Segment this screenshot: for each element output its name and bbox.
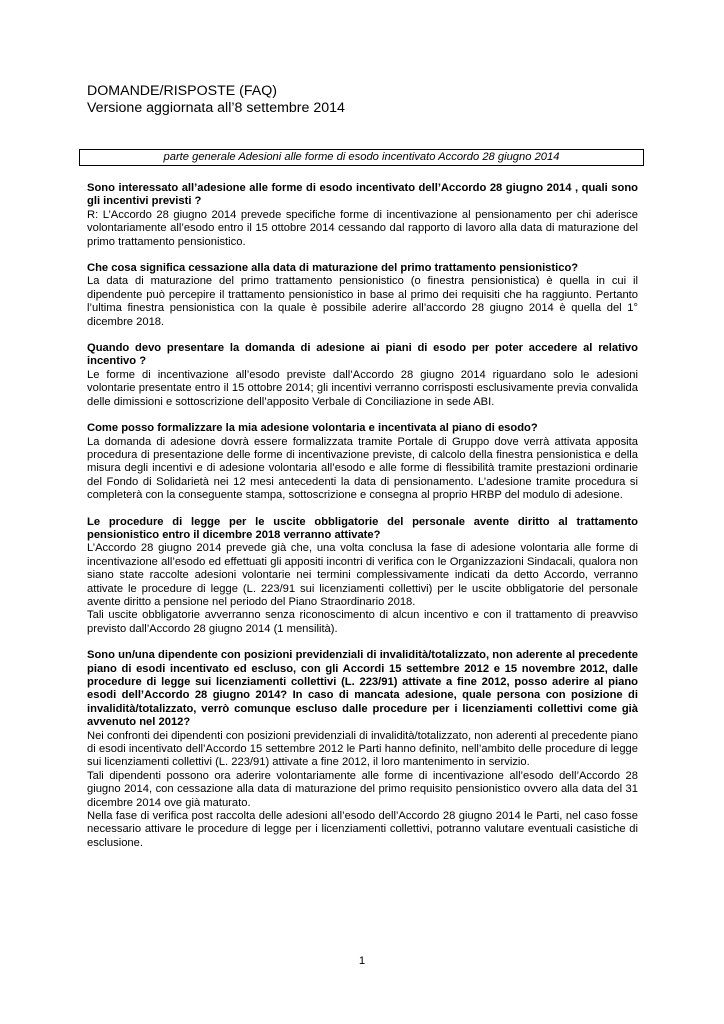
faq-question: Come posso formalizzare la mia adesione volontaria e incentivata al piano di esodo? [87,422,538,435]
faq-item [87,182,638,249]
document-body [87,83,638,850]
faq-answer-paragraph: Nei confronti dei dipendenti con posizioni previdenziali di invalidità/totalizzato, non aderenti al precedente piano di esodi incentivato dell’Accordo 15 settembre 2012 le Parti hanno definito, nell’ambito delle procedure di legge sui licenziamenti collettivi (L. 223/91) attivate a fine 2012, il loro mantenimento in servizio. [87,729,638,769]
title-line-1: DOMANDE/RISPOSTE (FAQ) [87,83,277,99]
faq-answer-paragraph: La data di maturazione del primo trattamento pensionistico (o finestra pensionistica) è quella in cui il dipendente può percepire il trattamento pensionistico in base al primo dei requisiti che ha raggiunto. Pertanto l’ultima finestra pensionistica con la quale è possibile aderire all’accordo 28 giugno 2014 è quella del 1° dicembre 2018. [87,275,638,328]
faq-question: Sono interessato all’adesione alle forme di esodo incentivato dell’Accordo 28 giugno 2014 , quali sono gli incentivi previsti ? [87,182,638,208]
faq-answer-paragraph: Nella fase di verifica post raccolta delle adesioni all’esodo dell’Accordo 28 giugno 2014 le Parti, nel caso fosse necessario attivare le procedure di legge per i licenziamenti collettivi, potranno valutare eventuali casistiche di esclusione. [87,810,638,849]
faq-item [87,649,638,850]
faq-answer-paragraph: Tali dipendenti possono ora aderire volontariamente alle forme di incentivazione all’esodo dell’Accordo 28 giugno 2014, con cessazione alla data di maturazione del primo requisito pensionistico ovvero alla data del 31 dicembre 2014 ove già maturato. [87,769,638,809]
title-line-2: Versione aggiornata all’8 settembre 2014 [87,100,345,116]
faq-question: Quando devo presentare la domanda di adesione ai piani di esodo per poter accedere al relativo incentivo ? [87,342,638,368]
page-number: 1 [358,955,366,967]
faq-answer-paragraph: Le forme di incentivazione all’esodo previste dall’Accordo 28 giugno 2014 riguardano solo le adesioni volontarie presentate entro il 15 ottobre 2014; gli incentivi verranno corrisposti esclusivamente previa convalida delle dimissioni e sottoscrizione dell’apposito Verbale di Conciliazione in sede ABI. [87,368,638,408]
faq-question: Che cosa significa cessazione alla data di maturazione del primo trattamento pensionistico? [87,262,579,275]
faq-item [87,422,638,502]
section-heading-box: parte generale Adesioni alle forme di esodo incentivato Accordo 28 giugno 2014 [79,149,644,166]
document-title [87,83,638,117]
faq-answer-paragraph: La domanda di adesione dovrà essere formalizzata tramite Portale di Gruppo dove verrà attivata apposita procedura di presentazione delle forme di incentivazione previste, di calcolo della finestra pensionistica e della misura degli incentivi e di adesione volontaria all’esodo e alle forme di flessibilità tramite prestazioni ordinarie del Fondo di Solidarietà nei 12 mesi antecedenti la data di pensionamento. L’adesione tramite procedura si completerà con la conseguente stampa, sottoscrizione e consegna al proprio HRBP del modulo di adesione. [87,435,638,502]
faq-answer-paragraph: R: L’Accordo 28 giugno 2014 prevede specifiche forme di incentivazione al pensionamento per chi aderisce volontariamente all’esodo entro il 15 ottobre 2014 cessando dal rapporto di lavoro alla data di maturazione del primo trattamento pensionistico. [87,208,638,248]
faq-item [87,516,638,637]
faq-question: Sono un/una dipendente con posizioni previdenziali di invalidità/totalizzato, non aderente al precedente piano di esodi incentivato ed escluso, con gli Accordi 15 settembre 2012 e 15 novembre 2012, dalle procedure di legge sui licenziamenti collettivi (L. 223/91) attivate a fine 2012, posso aderire al piano esodi dell’Accordo 28 giugno 2014? In caso di mancata adesione, quale persona con posizione di invalidità/totalizzato, verrò comunque escluso dalle procedure per i licenziamenti collettivi come già avvenuto nel 2012? [87,649,638,729]
faq-list [87,182,638,850]
faq-item [87,342,638,409]
faq-question: Le procedure di legge per le uscite obbligatorie del personale avente diritto al trattamento pensionistico entro il dicembre 2018 verranno attivate? [87,515,638,541]
faq-answer-paragraph: Tali uscite obbligatorie avverranno senza riconoscimento di alcun incentivo e con il trattamento di preavviso previsto dall’Accordo 28 giugno 2014 (1 mensilità). [87,609,638,635]
faq-item [87,262,638,329]
faq-answer-paragraph: L’Accordo 28 giugno 2014 prevede già che, una volta conclusa la fase di adesione volontaria alle forme di incentivazione all’esodo ed effettuati gli appositi incontri di verifica con le Organizzazioni Sindacali, qualora non siano state raccolte adesioni volontarie nei termini complessivamente indicati da detto Accordo, verranno attivate le procedure di legge (L. 223/91 sui licenziamenti collettivi) per le uscite obbligatorie del personale avente diritto a pensione nel periodo del Piano Straordinario 2018. [87,542,638,608]
